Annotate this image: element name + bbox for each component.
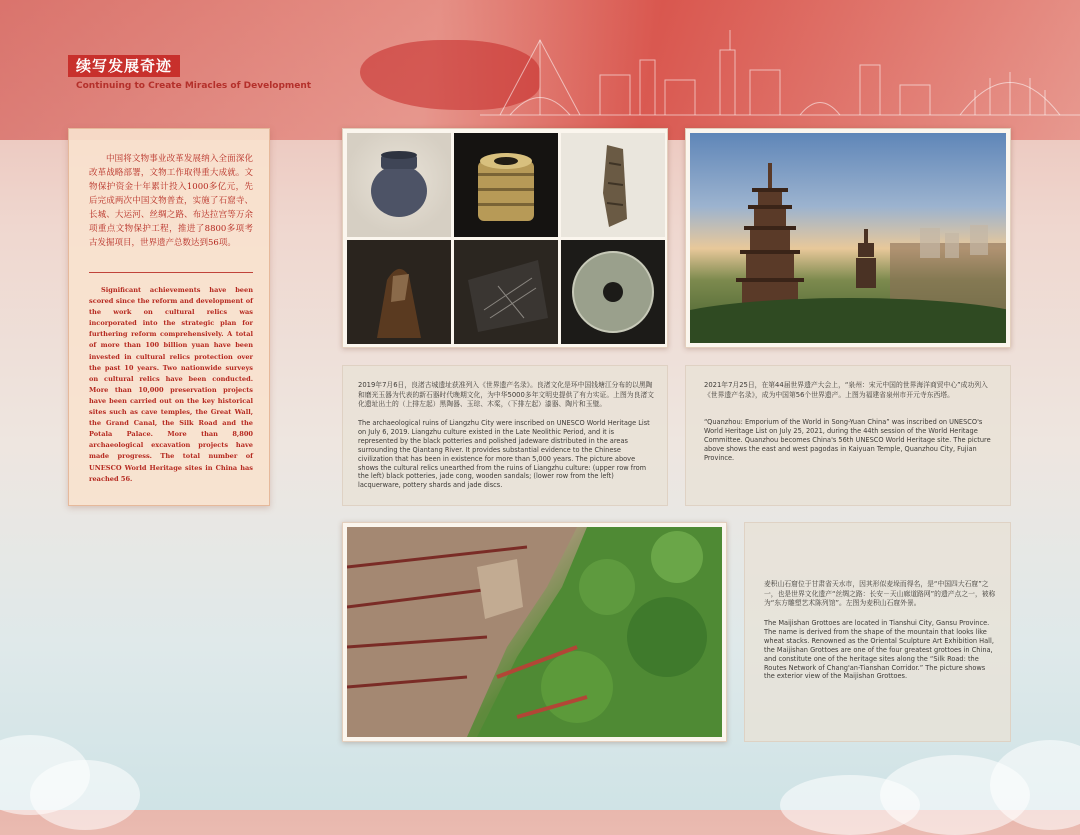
kaiyuan-temple-pagoda-photo <box>685 128 1011 348</box>
section-subtitle: Continuing to Create Miracles of Development <box>76 81 312 91</box>
quanzhou-caption-english: “Quanzhou: Emporium of the World in Song-Yuan China” was inscribed on UNESCO's World Heritage List on July 25, 2021, during the 44th session of the World Heritage Committee. Quanzhou becomes China's 56th UNESCO World Heritage site. The picture above shows the east and west pagodas in Kaiyuan Temple, Quanzhou City, Fujian Province. <box>704 418 991 462</box>
cloud-decoration <box>30 760 140 830</box>
section-title: 续写发展奇迹 <box>68 55 180 77</box>
pottery-shard-photo <box>454 240 558 344</box>
lacquerware-photo <box>347 240 451 344</box>
liangzhu-relics-photo-grid <box>342 128 668 348</box>
jade-cong-photo <box>454 133 558 237</box>
city-skyline-illustration <box>480 20 1080 130</box>
pagoda-scene <box>690 133 1006 343</box>
grottoes-scene <box>347 527 722 737</box>
liangzhu-caption-panel <box>342 365 668 506</box>
liangzhu-caption-english: The archaeological ruins of Liangzhu City were inscribed on UNESCO World Heritage List on July 6, 2019. Liangzhu culture existed in the Late Neolithic Period, and it is represented by the black potteries and polished jadeware distributed in the areas surrounding the Qiantang River. It provides substantial evidence to the Chinese civilization that has been in existence for more than 5,000 years. The picture above shows the cultural relics unearthed from the ruins of Liangzhu culture: (upper row from the left) black potteries, jade cong, wooden sandals; (lower row from the left) lacquerware, pottery shards and jade discs. <box>358 419 650 490</box>
black-pottery-jar-photo <box>347 133 451 237</box>
maijishan-caption-panel <box>744 522 1011 742</box>
jade-disc-photo <box>561 240 665 344</box>
intro-panel <box>68 128 270 506</box>
intro-text-chinese: 中国将文物事业改革发展纳入全面深化改革战略部署，文物工作取得重大成就。文物保护资金十年累计投入1000多亿元，先后完成两次中国文物普查，实施了石窟寺、长城、大运河、丝绸之路、布达拉宫等万余项重点文物保护工程，推进了8800多项考古发掘项目，世界遗产总数达到56项。 <box>89 154 253 248</box>
maijishan-caption-chinese: 麦积山石窟位于甘肃省天水市，因其形似麦垛而得名，是“中国四大石窟”之一，也是世界文化遗产“丝绸之路：长安－天山廊道路网”的遗产点之一，被称为“东方雕塑艺术陈列馆”。左图为麦积山石窟外景。 <box>764 580 996 607</box>
quanzhou-caption-panel <box>685 365 1011 506</box>
intro-divider <box>89 272 253 273</box>
maijishan-caption-english: The Maijishan Grottoes are located in Tianshui City, Gansu Province. The name is derived from the shape of the mountain that looks like wheat stacks. Renowned as the Oriental Sculpture Art Exhibition Hall, the Maijishan Grottoes are one of the four greatest grottoes in China, and constitute one of the heritage sites along the “Silk Road: the Routes Network of Chang'an-Tianshan Corridor.” The picture shows the exterior view of the Maijishan Grottoes. <box>764 619 994 681</box>
quanzhou-caption-chinese: 2021年7月25日，在第44届世界遗产大会上，“泉州：宋元中国的世界海洋商贸中心”成功列入《世界遗产名录》，成为中国第56个世界遗产。上图为福建省泉州市开元寺东西塔。 <box>704 381 988 399</box>
wooden-sandal-photo <box>561 133 665 237</box>
intro-text-english: Significant achievements have been scored since the reform and development of the work on cultural relics was incorporated into the strategic plan for furthering reform comprehensively. A total of more than 100 billion yuan have been invested in cultural relics protection over the past 10 years. Two nationwide surveys on cultural relics have been conducted. More than 10,000 preservation projects have been carried out on the key historical sites such as cave temples, the Great Wall, the Grand Canal, the Silk Road and the Potala Palace. More than 8,800 archaeological excavation projects have made progress. The total number of UNESCO World Heritage sites in China has reached 56. <box>89 286 253 483</box>
maijishan-grottoes-photo <box>342 522 727 742</box>
liangzhu-caption-chinese: 2019年7月6日，良渚古城遗址获准列入《世界遗产名录》。良渚文化是环中国钱塘江分布的以黑陶和磨光玉器为代表的新石器时代晚期文化，为中华5000多年文明史提供了有力实证。上图为良渚文化遗址出土的（上排左起）黑陶器、玉琮、木桨，（下排左起）漆器、陶片和玉璧。 <box>358 381 654 408</box>
